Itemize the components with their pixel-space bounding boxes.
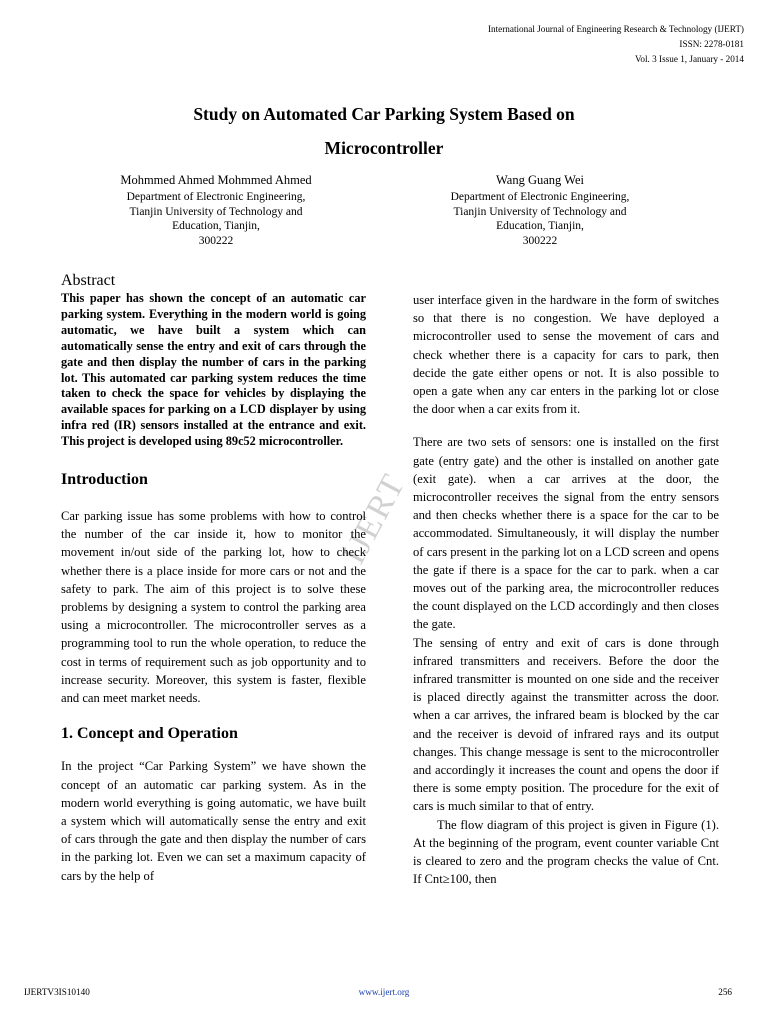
issn: ISSN: 2278-0181: [679, 39, 744, 49]
author-2-dept: Department of Electronic Engineering,: [450, 191, 630, 203]
author-1-univ: Tianjin University of Technology and: [129, 205, 303, 218]
author-2-city: Education, Tianjin,: [496, 220, 584, 233]
author-2-zip: 300222: [522, 234, 558, 247]
author-1-zip: 300222: [198, 234, 234, 247]
paper-title: [0, 97, 768, 165]
author-2-name: Wang Guang Wei: [495, 173, 584, 187]
introduction-heading: Introduction: [61, 471, 148, 489]
ijert-watermark: IJERT: [334, 467, 413, 571]
right-paragraph-2: There are two sets of sensors: one is installed on the first gate (entry gate) and the other is installed on another gate (exit gate). when a car arrives at the door, the microcontroller receives the signal from the entry sensors and then checks whether there is a space for the car to be accommodated. Simultaneously, it will display the number of cars present in the parking lot on a LCD screen and opens the gate if there is a space for the car to park. when a car moves out of the parking area, the microcontroller reduces the count displayed on the LCD accordingly and then closes the gate.: [413, 435, 719, 632]
abstract-text: This paper has shown the concept of an automatic car parking system. Everything in the modern world is going automatic, we have built a system which can automatically sense the entry and exit of cars through the gate and then display the number of cars in the parking lot. This automated car parking system reduces the time taken to check the space for vehicles by displaying the available spaces for parking on a LCD displayer by using infra red (IR) sensors installed at the entrance and exit. This project is developed using 89c52 microcontroller.: [61, 291, 366, 449]
footer-page-number: 256: [718, 987, 732, 997]
journal-header: [488, 22, 744, 67]
volume-issue: Vol. 3 Issue 1, January - 2014: [634, 54, 744, 64]
right-paragraph-4: The flow diagram of this project is given in Figure (1). At the beginning of the program, event counter variable Cnt is cleared to zero and the program checks the value of Cnt. If Cnt≥100, then: [413, 817, 719, 887]
footer-paper-id: IJERTV3IS10140: [24, 987, 90, 997]
author-1-city: Education, Tianjin,: [172, 220, 260, 233]
footer-url-link[interactable]: www.ijert.org: [358, 987, 410, 997]
author-1-name: Mohmmed Ahmed Mohmmed Ahmed: [120, 173, 312, 187]
title-line-1: Study on Automated Car Parking System Based on: [193, 104, 575, 124]
right-paragraph-3: The sensing of entry and exit of cars is done through infrared transmitters and receivers. Before the door the infrared transmitter is mounted on one side and the receiver is placed directly against the transmitter across the door. when a car arrives, the infrared beam is blocked by the car and the receiver is devoid of infrared rays and its output changes. This change message is sent to the microcontroller and accordingly it increases the count and opens the door if there is some empty position. The procedure for the exit of cars is much similar to that of entry.: [413, 635, 719, 814]
author-2: [420, 172, 660, 248]
author-1-dept: Department of Electronic Engineering,: [126, 191, 306, 203]
concept-heading: 1. Concept and Operation: [61, 725, 238, 743]
introduction-text: Car parking issue has some problems with how to control the number of the car inside it, how to monitor the movement in/out side of the parking lot, how to check whether there is a place inside for more cars or not and the safety to park. The aim of this project is to solve these problems by designing a system to control the parking area using a microcontroller. The microcontroller serves as a programming tool to run the whole operation, to reduce the cost in terms of requirement such as job opportunity and to increase security. Moreover, this system is faster, flexible and can meet market needs.: [61, 509, 366, 706]
concept-text: In the project “Car Parking System” we have shown the concept of an automatic car parking system. As in the modern world everything is going automatic, we have built a system which will automatically sense the entry and exit of cars through the gate and then display the number of cars in the parking lot. Even we can set a maximum capacity of cars by the help of: [61, 759, 366, 883]
author-1: [88, 172, 344, 248]
journal-name: International Journal of Engineering Research & Technology (IJERT): [487, 24, 744, 34]
author-2-univ: Tianjin University of Technology and: [453, 205, 627, 218]
abstract-heading: Abstract: [61, 272, 116, 289]
right-paragraph-1: user interface given in the hardware in the form of switches so that there is no congestion. We have deployed a microcontroller used to sense the movement of cars and check whether there is a capacity for cars to park, then decide the gate either opens or not. It is also possible to open a gate when any car enters in the parking lot or close the door when a car exits from it.: [413, 293, 719, 417]
title-line-2: Microcontroller: [324, 138, 444, 158]
left-column: [61, 271, 366, 885]
right-column: [413, 291, 719, 889]
